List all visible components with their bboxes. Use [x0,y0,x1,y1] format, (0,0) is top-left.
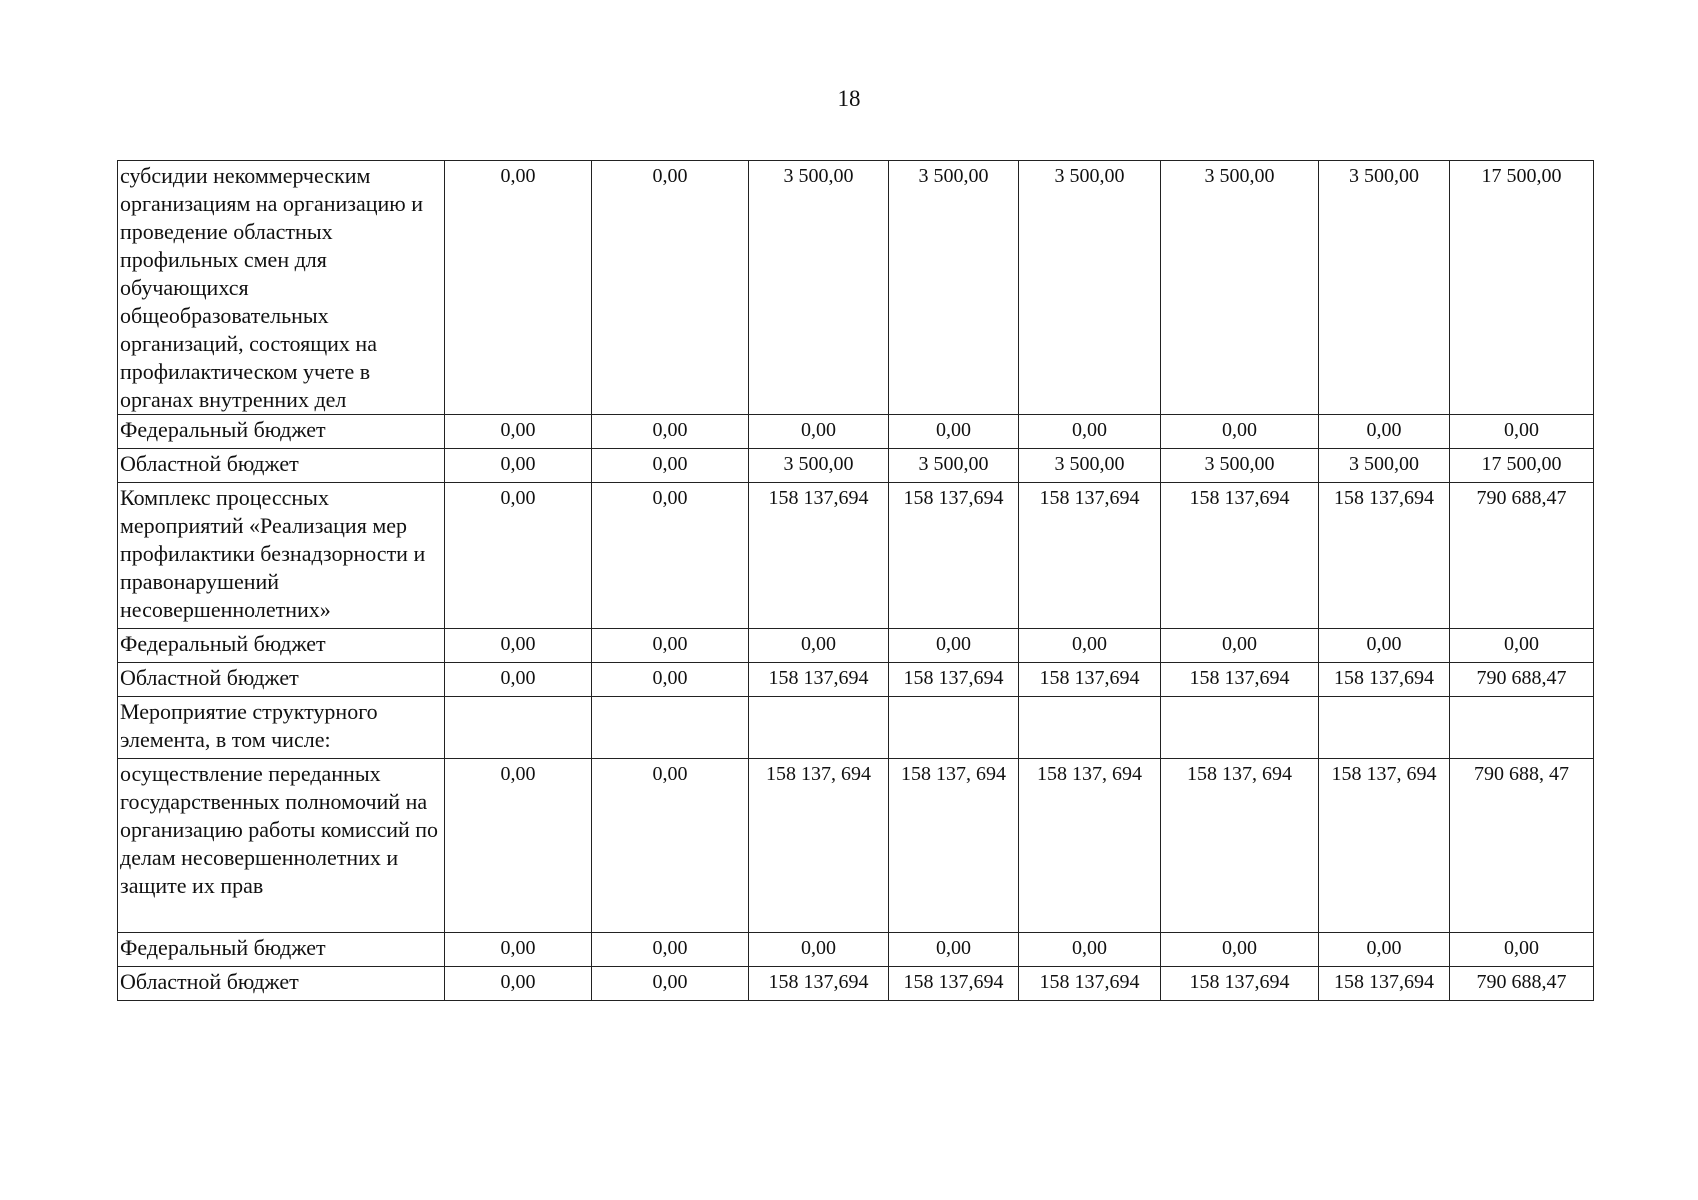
value-cell: 0,00 [445,415,592,449]
value-cell [749,697,889,759]
row-label: субсидии некоммерческим организациям на организацию и проведение областных профильных смен для обучающихся общеобразовательных организаций, состоящих на профилактическом учете в органах внутренних дел [118,161,445,415]
table-row [118,629,1594,663]
row-label: Федеральный бюджет [118,933,445,967]
value-cell: 0,00 [749,415,889,449]
value-cell: 0,00 [1161,933,1319,967]
value-cell: 0,00 [1319,933,1450,967]
table-row [118,161,1594,415]
table-row [118,415,1594,449]
value-cell [592,697,749,759]
row-label: Областной бюджет [118,449,445,483]
value-cell: 158 137,694 [1161,663,1319,697]
value-cell: 3 500,00 [749,161,889,415]
value-cell: 158 137,694 [1161,483,1319,629]
table-row [118,759,1594,933]
value-cell: 158 137,694 [889,967,1019,1001]
page-number: 18 [837,86,861,111]
value-cell: 0,00 [1019,629,1161,663]
row-label: Областной бюджет [118,663,445,697]
value-cell: 0,00 [445,967,592,1001]
row-label: осуществление переданных государственных полномочий на организацию работы комиссий по делам несовершеннолетних и защите их прав [118,759,445,933]
value-cell: 3 500,00 [1319,449,1450,483]
value-cell: 0,00 [889,933,1019,967]
row-label: Мероприятие структурного элемента, в том числе: [118,697,445,759]
value-cell [1019,697,1161,759]
value-cell: 0,00 [1019,933,1161,967]
value-cell: 158 137,694 [1019,663,1161,697]
value-cell: 158 137, 694 [889,759,1019,933]
value-cell: 0,00 [592,161,749,415]
value-cell: 158 137,694 [749,483,889,629]
value-cell: 17 500,00 [1450,161,1594,415]
value-cell: 0,00 [592,759,749,933]
value-cell [445,697,592,759]
table-row [118,697,1594,759]
value-cell: 0,00 [592,663,749,697]
row-label: Комплекс процессных мероприятий «Реализация мер профилактики безнадзорности и правонарушений несовершеннолетних» [118,483,445,629]
value-cell [1319,697,1450,759]
value-cell: 158 137,694 [749,663,889,697]
row-label: Федеральный бюджет [118,629,445,663]
value-cell [1450,697,1594,759]
value-cell: 158 137, 694 [749,759,889,933]
value-cell: 3 500,00 [1161,449,1319,483]
value-cell [889,697,1019,759]
value-cell: 17 500,00 [1450,449,1594,483]
value-cell: 0,00 [445,663,592,697]
row-label: Областной бюджет [118,967,445,1001]
value-cell: 0,00 [445,759,592,933]
value-cell: 0,00 [445,161,592,415]
value-cell: 0,00 [592,483,749,629]
value-cell: 158 137,694 [1161,967,1319,1001]
value-cell: 0,00 [592,629,749,663]
value-cell: 0,00 [592,449,749,483]
value-cell: 0,00 [1450,415,1594,449]
table-row [118,933,1594,967]
table-row [118,449,1594,483]
value-cell: 3 500,00 [889,449,1019,483]
value-cell: 0,00 [445,483,592,629]
row-label: Федеральный бюджет [118,415,445,449]
value-cell: 3 500,00 [749,449,889,483]
value-cell: 158 137,694 [1319,483,1450,629]
value-cell: 158 137,694 [1019,967,1161,1001]
value-cell: 158 137,694 [749,967,889,1001]
value-cell [1161,697,1319,759]
value-cell: 3 500,00 [1019,161,1161,415]
value-cell: 3 500,00 [889,161,1019,415]
value-cell: 0,00 [1450,933,1594,967]
value-cell: 0,00 [889,629,1019,663]
value-cell: 790 688,47 [1450,967,1594,1001]
value-cell: 0,00 [1019,415,1161,449]
value-cell: 0,00 [749,629,889,663]
value-cell: 0,00 [1450,629,1594,663]
value-cell: 158 137,694 [1319,967,1450,1001]
value-cell: 3 500,00 [1319,161,1450,415]
value-cell: 0,00 [749,933,889,967]
value-cell: 158 137,694 [1019,483,1161,629]
value-cell: 0,00 [445,933,592,967]
value-cell: 0,00 [889,415,1019,449]
budget-table-body [118,161,1594,1001]
value-cell: 158 137, 694 [1019,759,1161,933]
value-cell: 790 688, 47 [1450,759,1594,933]
value-cell: 158 137, 694 [1319,759,1450,933]
value-cell: 0,00 [1319,629,1450,663]
value-cell: 3 500,00 [1161,161,1319,415]
value-cell: 0,00 [445,449,592,483]
value-cell: 158 137, 694 [1161,759,1319,933]
value-cell: 3 500,00 [1019,449,1161,483]
value-cell: 0,00 [592,415,749,449]
value-cell: 158 137,694 [1319,663,1450,697]
value-cell: 0,00 [1319,415,1450,449]
value-cell: 0,00 [1161,415,1319,449]
value-cell: 790 688,47 [1450,663,1594,697]
table-row [118,967,1594,1001]
value-cell: 0,00 [592,933,749,967]
value-cell: 158 137,694 [889,663,1019,697]
value-cell: 158 137,694 [889,483,1019,629]
table-row [118,483,1594,629]
table-row [118,663,1594,697]
value-cell: 0,00 [592,967,749,1001]
value-cell: 790 688,47 [1450,483,1594,629]
budget-table [117,160,1594,1001]
value-cell: 0,00 [445,629,592,663]
value-cell: 0,00 [1161,629,1319,663]
